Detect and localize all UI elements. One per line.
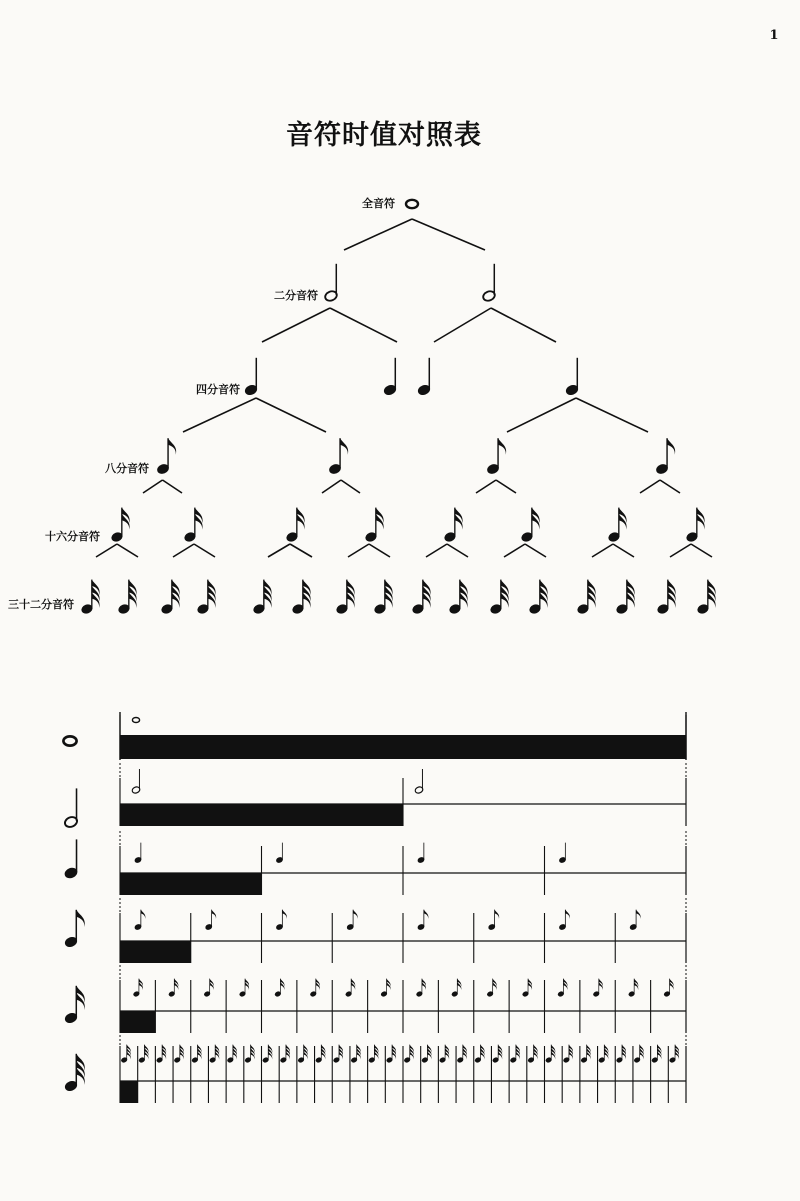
page-number: 1 xyxy=(769,28,779,43)
mini-quarter-note-icon xyxy=(276,843,284,864)
row-eighth-note-icon xyxy=(64,910,85,949)
mini-thirtysecond-note-icon xyxy=(439,1045,449,1063)
label-eighth-note: 八分音符 xyxy=(105,462,149,475)
duration-row xyxy=(63,763,686,829)
mini-thirtysecond-note-icon xyxy=(156,1045,166,1063)
mini-thirtysecond-note-icon xyxy=(351,1045,361,1063)
mini-thirtysecond-note-icon xyxy=(174,1045,184,1063)
duration-row xyxy=(64,965,686,1033)
mini-thirtysecond-note-icon xyxy=(386,1045,396,1063)
mini-thirtysecond-note-icon xyxy=(191,1045,201,1063)
mini-sixteenth-note-icon xyxy=(239,979,249,997)
mini-sixteenth-note-icon xyxy=(345,979,355,997)
mini-thirtysecond-note-icon xyxy=(315,1045,325,1063)
duration-bar-whole xyxy=(120,735,686,759)
duration-row xyxy=(64,898,686,963)
mini-sixteenth-note-icon xyxy=(451,979,461,997)
duration-bar-quarter xyxy=(120,873,262,895)
mini-half-note-icon xyxy=(131,769,140,794)
duration-row xyxy=(63,831,686,895)
row-sixteenth-note-icon xyxy=(64,986,85,1025)
mini-thirtysecond-note-icon xyxy=(121,1045,131,1063)
mini-eighth-note-icon xyxy=(134,910,145,931)
mini-thirtysecond-note-icon xyxy=(563,1045,573,1063)
mini-thirtysecond-note-icon xyxy=(209,1045,219,1063)
mini-thirtysecond-note-icon xyxy=(510,1045,520,1063)
mini-quarter-note-icon xyxy=(559,843,567,864)
mini-sixteenth-note-icon xyxy=(664,979,674,997)
row-thirtysecond-note-icon xyxy=(64,1054,85,1093)
mini-thirtysecond-note-icon xyxy=(280,1045,290,1063)
mini-thirtysecond-note-icon xyxy=(651,1045,661,1063)
duration-bar-eighth xyxy=(120,941,191,963)
mini-sixteenth-note-icon xyxy=(522,979,532,997)
mini-thirtysecond-note-icon xyxy=(138,1045,148,1063)
mini-sixteenth-note-icon xyxy=(593,979,603,997)
mini-thirtysecond-note-icon xyxy=(368,1045,378,1063)
mini-eighth-note-icon xyxy=(205,910,216,931)
mini-thirtysecond-note-icon xyxy=(616,1045,626,1063)
mini-sixteenth-note-icon xyxy=(133,979,143,997)
mini-thirtysecond-note-icon xyxy=(404,1045,414,1063)
mini-thirtysecond-note-icon xyxy=(421,1045,431,1063)
row-whole-note-icon xyxy=(63,736,76,745)
page-title: 音符时值对照表 xyxy=(286,120,482,151)
mini-thirtysecond-note-icon xyxy=(298,1045,308,1063)
row-half-note-icon xyxy=(63,788,78,828)
mini-sixteenth-note-icon xyxy=(168,979,178,997)
mini-thirtysecond-note-icon xyxy=(474,1045,484,1063)
duration-bar-thirtysecond xyxy=(120,1081,138,1103)
mini-thirtysecond-note-icon xyxy=(262,1045,272,1063)
mini-sixteenth-note-icon xyxy=(310,979,320,997)
duration-bar-half xyxy=(120,804,403,826)
row-quarter-note-icon xyxy=(63,839,78,879)
mini-whole-note-icon xyxy=(132,717,139,722)
duration-row xyxy=(64,1031,686,1103)
mini-quarter-note-icon xyxy=(417,843,425,864)
mini-eighth-note-icon xyxy=(346,910,357,931)
label-whole-note: 全音符 xyxy=(362,197,395,210)
label-quarter-note: 四分音符 xyxy=(196,383,240,396)
mini-thirtysecond-note-icon xyxy=(545,1045,555,1063)
mini-thirtysecond-note-icon xyxy=(581,1045,591,1063)
label-half-note: 二分音符 xyxy=(274,289,318,302)
mini-thirtysecond-note-icon xyxy=(492,1045,502,1063)
mini-eighth-note-icon xyxy=(488,910,499,931)
mini-eighth-note-icon xyxy=(276,910,287,931)
mini-thirtysecond-note-icon xyxy=(634,1045,644,1063)
mini-thirtysecond-note-icon xyxy=(227,1045,237,1063)
mini-eighth-note-icon xyxy=(417,910,428,931)
duration-row xyxy=(63,715,686,759)
mini-thirtysecond-note-icon xyxy=(598,1045,608,1063)
mini-half-note-icon xyxy=(414,769,423,794)
mini-thirtysecond-note-icon xyxy=(457,1045,467,1063)
duration-bar-sixteenth xyxy=(120,1011,155,1033)
mini-thirtysecond-note-icon xyxy=(528,1045,538,1063)
mini-thirtysecond-note-icon xyxy=(669,1045,679,1063)
mini-eighth-note-icon xyxy=(559,910,570,931)
mini-eighth-note-icon xyxy=(629,910,640,931)
mini-sixteenth-note-icon xyxy=(381,979,391,997)
mini-thirtysecond-note-icon xyxy=(245,1045,255,1063)
mini-quarter-note-icon xyxy=(134,843,142,864)
mini-thirtysecond-note-icon xyxy=(333,1045,343,1063)
mini-sixteenth-note-icon xyxy=(557,979,567,997)
mini-sixteenth-note-icon xyxy=(416,979,426,997)
label-sixteenth-note: 十六分音符 xyxy=(45,530,100,543)
label-thirtysecond-note: 三十二分音符 xyxy=(8,598,74,611)
mini-sixteenth-note-icon xyxy=(204,979,214,997)
mini-sixteenth-note-icon xyxy=(487,979,497,997)
mini-sixteenth-note-icon xyxy=(628,979,638,997)
mini-sixteenth-note-icon xyxy=(274,979,284,997)
